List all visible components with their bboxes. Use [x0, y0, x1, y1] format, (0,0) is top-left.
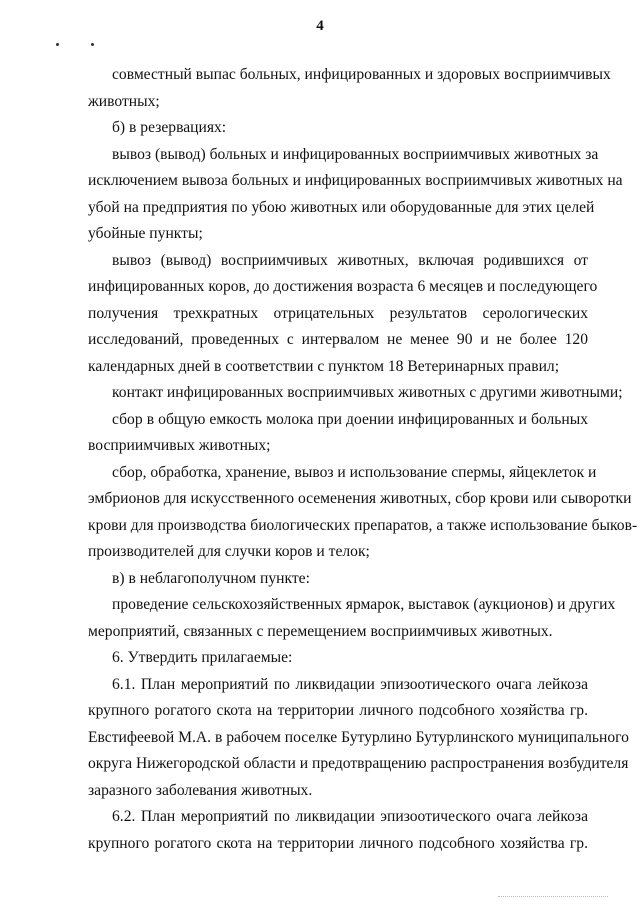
text-line: в) в неблагополучном пункте: — [112, 569, 310, 587]
text-line: 6. Утвердить прилагаемые: — [112, 649, 293, 666]
text-line: сбор в общую емкость молока при доении инфицированных и больных — [112, 410, 588, 428]
text-line: инфицированных коров, до достижения возраста 6 месяцев и последующего — [88, 278, 598, 295]
text-line: исключением вывоза больных и инфицированных восприимчивых животных на — [88, 172, 623, 189]
page-number: 4 — [316, 18, 324, 34]
text-line: контакт инфицированных восприимчивых животных с другими животными; — [112, 384, 623, 401]
scan-edge-mark — [498, 896, 608, 897]
text-line: заразного заболевания животных. — [88, 781, 313, 799]
text-line: крови для производства биологических препаратов, а также использование быков- — [88, 516, 638, 534]
text-line: крупного рогатого скота на территории личного подсобного хозяйства гр. — [88, 834, 588, 852]
text-line: вывоз (вывод) больных и инфицированных восприимчивых животных за — [112, 145, 599, 163]
text-line: животных; — [88, 92, 160, 110]
scan-speck — [56, 43, 59, 46]
text-line: совместный выпас больных, инфицированных и здоровых восприимчивых — [112, 66, 611, 83]
text-line: производителей для случки коров и телок; — [88, 543, 370, 560]
text-line: 6.1. План мероприятий по ликвидации эпизоотического очага лейкоза — [112, 675, 588, 693]
text-line: крупного рогатого скота на территории личного подсобного хозяйства гр. — [88, 702, 588, 719]
scan-speck — [91, 43, 94, 46]
text-line: получения трехкратных отрицательных результатов серологических — [88, 304, 588, 322]
text-line: 6.2. План мероприятий по ликвидации эпизоотического очага лейкоза — [112, 808, 588, 825]
text-line: Евстифеевой М.А. в рабочем поселке Бутурлино Бутурлинского муниципального — [88, 728, 629, 746]
document-body — [88, 62, 638, 857]
text-line: мероприятий, связанных с перемещением восприимчивых животных. — [88, 622, 553, 640]
text-line: б) в резервациях: — [112, 119, 227, 136]
text-line: исследований, проведенных с интервалом не менее 90 и не более 120 — [88, 331, 588, 348]
text-line: проведение сельскохозяйственных ярмарок, выставок (аукционов) и других — [112, 596, 616, 613]
text-line: округа Нижегородской области и предотвращению распространения возбудителя — [88, 755, 629, 772]
text-line: восприимчивых животных; — [88, 437, 271, 454]
text-line: вывоз (вывод) восприимчивых животных, включая родившихся от — [112, 251, 588, 269]
text-line: убой на предприятия по убою животных или оборудованные для этих целей — [88, 198, 595, 216]
text-line: сбор, обработка, хранение, вывоз и использование спермы, яйцеклеток и — [112, 463, 597, 481]
text-line: убойные пункты; — [88, 225, 203, 242]
text-line: эмбрионов для искусственного осеменения животных, сбор крови или сыворотки — [88, 490, 632, 507]
text-line: календарных дней в соответствии с пунктом 18 Ветеринарных правил; — [88, 357, 560, 375]
